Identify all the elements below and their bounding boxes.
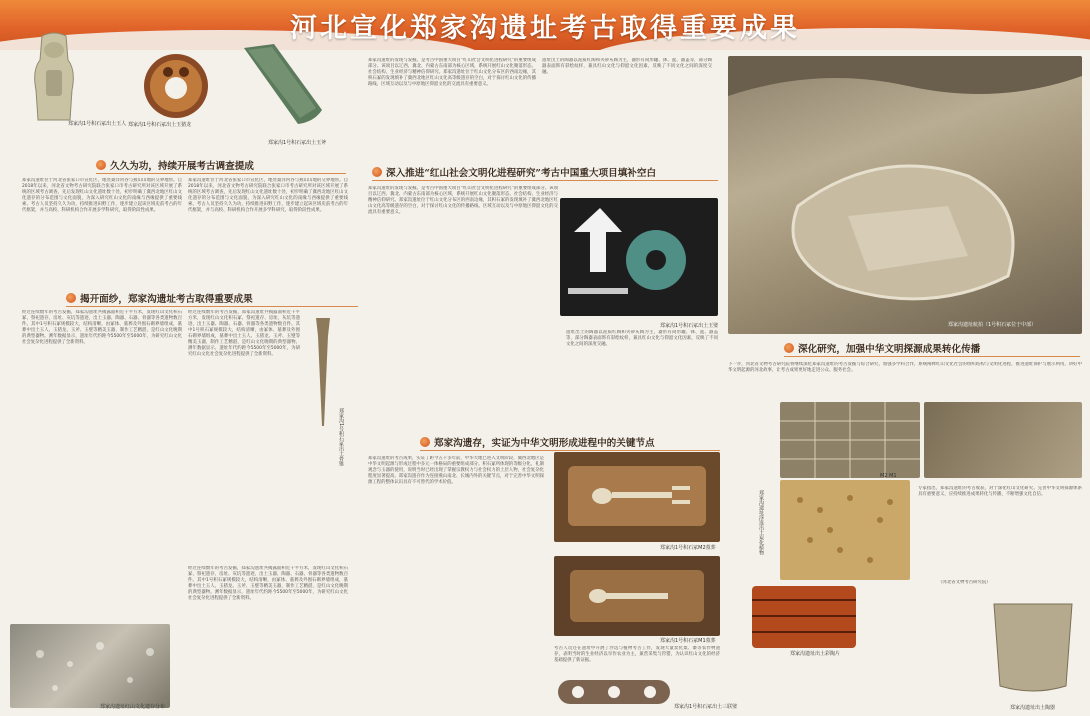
section-bullet-icon xyxy=(372,167,382,177)
site-map-photo xyxy=(10,624,170,708)
jade-bead-photo xyxy=(554,674,674,710)
section-2-body-col1: 经过连续数年的考古发掘，郑家沟遗址共揭露面积近千平方米，发现红山文化积石冢、祭祀遗存、房址、灰坑等遗迹，出土玉器、陶器、石器、骨器等各类遗物数百件。其中1号积石冢规模较大，结构清晰，由冢体、墓葬及外围石砌界墙组成，墓葬中出土玉人、玉猪龙、玉斧、玉璧等精美玉器，制作工艺精湛，是红山文化晚期的典型器物。测年数据显示，遗址年代约距今5500年至5000年，为研究红山文化社会复杂化进程提供了全新资料。 xyxy=(22,310,182,345)
page-header xyxy=(0,0,1090,50)
excavation-detail-photo xyxy=(924,402,1082,478)
jade-axe-photo xyxy=(234,40,334,130)
section-3-body-col2: 遗址出土的陶器以泥质红陶和夹砂灰陶为主，器形有筒形罐、钵、盆、器盖等，部分陶器表面饰有彩绘纹样，兼具红山文化与仰韶文化因素，反映了不同文化之间的深度交融。 xyxy=(566,330,718,347)
jade-figure-photo xyxy=(22,30,86,126)
section-1-body: 郑家沟遗址位于河北省张家口市宣化区，地处桑洋河谷与燕山山地的交界地带。自2018年以来，河北省文物考古研究院联合张家口市考古研究所对该区域开展了系统的区域考古调查，先后发现红山文化遗址数十处，初步明确了冀西北地区红山文化遗存的分布范围与文化面貌，为深入研究红山文化的南缘与西缘提供了重要线索。考古人员坚持久久为功，持续推进田野工作，逐步建立起该区域史前考古的年代框架，并与高校、科研机构合作开展多学科研究，取得阶段性成果。 xyxy=(22,178,182,213)
grid-excavation-photo xyxy=(780,402,920,478)
caption-jade-figure: 郑家沟1号积石冢出土玉人 xyxy=(68,121,127,127)
caption-burial-m1: 郑家沟1号积石冢M1墓葬 xyxy=(660,638,716,644)
section-bullet-icon xyxy=(96,160,106,170)
section-bullet-icon xyxy=(66,293,76,303)
section-1-body-cont: 郑家沟遗址位于河北省张家口市宣化区，地处桑洋河谷与燕山山地的交界地带。自2018年以来，河北省文物考古研究院联合张家口市考古研究所对该区域开展了系统的区域考古调查，先后发现红山文化遗址数十处，初步明确了冀西北地区红山文化遗存的分布范围与文化面貌，为深入研究红山文化的南缘与西缘提供了重要线索。考古人员坚持久久为功，持续推进田野工作，逐步建立起该区域史前考古的年代框架，并与高校、科研机构合作开展多学科研究，取得阶段性成果。 xyxy=(188,178,348,213)
section-heading-4: 郑家沟遗存，实证为中华文明形成进程中的关键节点 xyxy=(420,434,720,451)
jade-pig-dragon-photo xyxy=(140,50,212,122)
burial-m1-photo xyxy=(554,556,720,636)
page-title: 河北宣化郑家沟遗址考古取得重要成果 xyxy=(290,13,800,44)
caption-jade-pig: 郑家沟1号积石冢出土玉猪龙 xyxy=(128,122,192,128)
section-heading-3: 深入推进“红山社会文明化进程研究”考古中国重大项目填补空白 xyxy=(372,164,718,181)
section-5-body: 下一步，河北省文物考古研究院将继续深化郑家沟遗址的考古发掘与综合研究，加强多学科合作，系统阐释红山文化社会的组织结构与文明化进程，推进遗址保护与展示利用，讲好中华文明起源的河北故事，让考古成果更好地走进公众、服务社会。 xyxy=(728,362,1082,373)
caption-bone-awl: 郑家沟1号积石冢出土骨锥 xyxy=(338,408,344,467)
caption-red-shard: 郑家沟遗址出土彩陶片 xyxy=(790,651,841,657)
burial-m2-photo xyxy=(554,452,720,542)
intro-text-col-b: 遗址出土的陶器以泥质红陶和夹砂灰陶为主，器形有筒形罐、钵、盆、器盖等，部分陶器表面饰有彩绘纹样，兼具红山文化与仰韶文化因素，反映了不同文化之间的深度交融。 xyxy=(542,58,712,75)
caption-plain-pot: 郑家沟遗址出土陶器 xyxy=(1010,705,1056,711)
plain-pot-photo xyxy=(984,596,1082,698)
caption-site-map: 郑家沟遗址红山文化遗存分布 xyxy=(100,704,166,710)
section-bullet-icon xyxy=(420,437,430,447)
carbonized-grain-photo xyxy=(780,480,910,580)
caption-jade-bead: 郑家沟1号积石冢出土三联璧 xyxy=(674,704,738,710)
jade-bi-and-arrow-photo xyxy=(560,198,718,316)
section-4-body-col2: 考古人员还在遗址中开展了浮选与植物考古工作，发现大量炭化粟、黍等农作物遗存，表明当时的生业经济以旱作农业为主，兼营采集与狩猎，为认识红山文化的经济基础提供了新证据。 xyxy=(554,646,720,663)
bone-awl-photo xyxy=(310,316,336,428)
section-heading-5: 深化研究，加强中华文明探源成果转化传播 xyxy=(784,340,1080,357)
byline: （河北省文物考古研究院） xyxy=(938,580,991,585)
section-2-body-col3: 经过连续数年的考古发掘，郑家沟遗址共揭露面积近千平方米，发现红山文化积石冢、祭祀遗存、房址、灰坑等遗迹，出土玉器、陶器、石器、骨器等各类遗物数百件。其中1号积石冢规模较大，结构清晰，由冢体、墓葬及外围石砌界墙组成，墓葬中出土玉人、玉猪龙、玉斧、玉璧等精美玉器，制作工艺精湛，是红山文化晚期的典型器物。测年数据显示，遗址年代约距今5500年至5000年，为研究红山文化社会复杂化进程提供了全新资料。 xyxy=(188,566,348,601)
aerial-site-photo xyxy=(728,56,1082,334)
caption-aerial: 郑家沟遗址航拍（1号积石冢位于中部） xyxy=(948,322,1037,328)
section-bullet-icon xyxy=(784,343,794,353)
caption-jade-bi: 郑家沟1号积石冢出土玉璧 xyxy=(660,323,719,329)
section-5-body-col2: 专家指出，郑家沟遗址的考古收获，对于深化红山文化研究、完善中华文明探源体系具有重要意义，应持续推进成果转化与传播，不断增强文化自信。 xyxy=(918,486,1082,497)
section-heading-2: 揭开面纱，郑家沟遗址考古取得重要成果 xyxy=(66,290,358,307)
caption-grain: 郑家沟遗址浮选出土炭化植物 xyxy=(758,490,764,555)
caption-burial-m2: 郑家沟1号积石冢M2墓葬 xyxy=(660,545,716,551)
section-3-body-col1: 郑家沟遗址的发现与发掘，是考古中国重大项目“红山社会文明化进程研究”的重要组成部分。该项目以辽西、冀北、内蒙古东南部为核心区域，系统开展红山文化聚落形态、社会结构、生业经济与精神信仰研究。郑家沟遗址位于红山文化分布区的西南边缘，其积石冢的发现填补了冀西北地区红山文化高等级遗存的空白，对于探讨红山文化的传播路线、区域互动以及与中原地区仰韶文化的交流具有重要意义。 xyxy=(368,186,558,215)
intro-text-col-a: 郑家沟遗址的发现与发掘，是考古中国重大项目“红山社会文明化进程研究”的重要组成部分。该项目以辽西、冀北、内蒙古东南部为核心区域，系统开展红山文化聚落形态、社会结构、生业经济与精神信仰研究。郑家沟遗址位于红山文化分布区的西南边缘，其积石冢的发现填补了冀西北地区红山文化高等级遗存的空白，对于探讨红山文化的传播路线、区域互动以及与中原地区仰韶文化的交流具有重要意义。 xyxy=(368,58,536,87)
caption-jade-axe: 郑家沟1号积石冢出土玉斧 xyxy=(268,140,327,146)
section-2-body-col2: 经过连续数年的考古发掘，郑家沟遗址共揭露面积近千平方米，发现红山文化积石冢、祭祀遗存、房址、灰坑等遗迹，出土玉器、陶器、石器、骨器等各类遗物数百件。其中1号积石冢规模较大，结构清晰，由冢体、墓葬及外围石砌界墙组成，墓葬中出土玉人、玉猪龙、玉斧、玉璧等精美玉器，制作工艺精湛，是红山文化晚期的典型器物。测年数据显示，遗址年代约距今5500年至5000年，为研究红山文化社会复杂化进程提供了全新资料。 xyxy=(188,310,300,357)
red-shard-photo xyxy=(752,586,856,648)
section-heading-1: 久久为功，持续开展考古调查提成 xyxy=(96,157,346,174)
caption-grid-board: M2 M1 xyxy=(880,473,897,479)
section-4-body-col1: 郑家沟遗址的考古成果，实证了距今五千多年前，中华大地已进入文明阶段，冀西北地区是中华文明起源与形成过程中多元一体格局的重要组成部分。积石冢所体现的等级分化、礼制观念与玉器的使用，说明当时已经出现了掌握宗教权力与社会权力的上层人物，社会复杂化程度显著提高。郑家沟遗存作为连接燕山南北、长城内外的关键节点，对于完善中华文明探源工程的整体认识具有不可替代的学术价值。 xyxy=(368,456,544,485)
